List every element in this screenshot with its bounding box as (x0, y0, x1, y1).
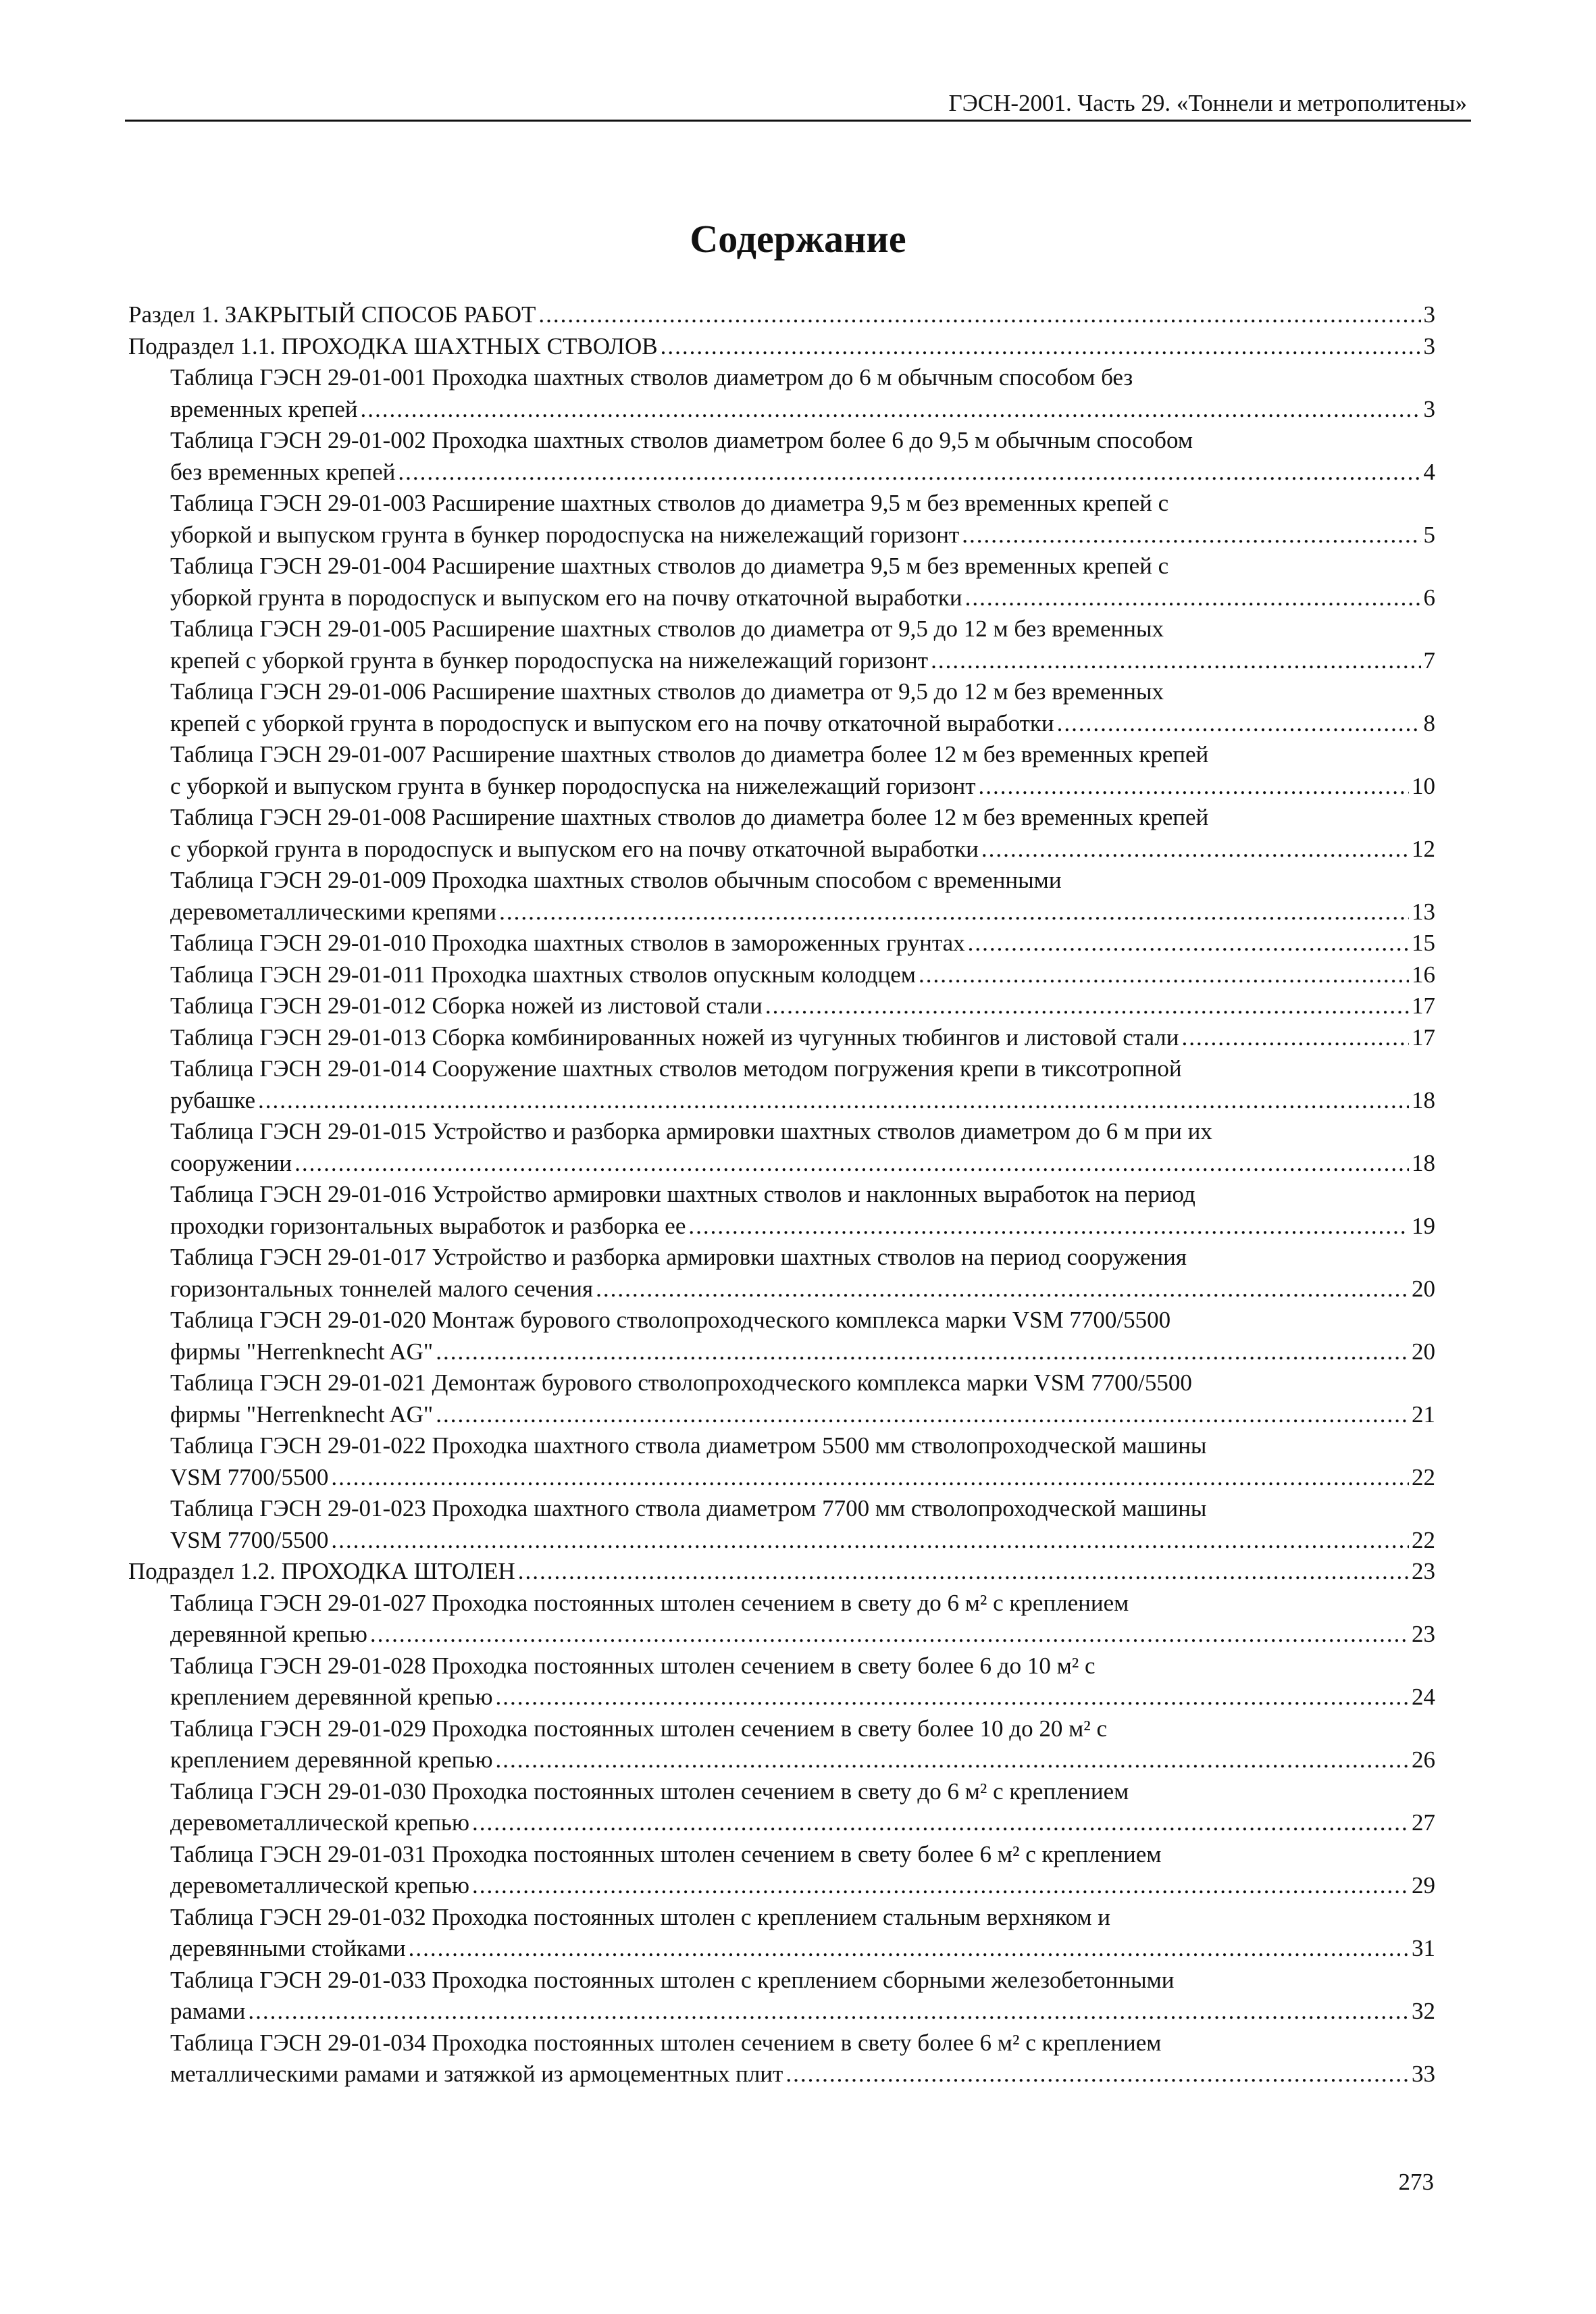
toc-page-number: 22 (1412, 1463, 1435, 1490)
dot-leader (331, 1525, 1409, 1557)
toc-entry[interactable] (128, 1305, 1435, 1367)
toc-entry-text: крепей с уборкой грунта в породоспуск и выпуском его на почву откаточной выработки (170, 709, 1054, 736)
toc-page-number: 33 (1412, 2061, 1435, 2087)
dot-leader (965, 582, 1421, 614)
running-header: ГЭСН-2001. Часть 29. «Тоннели и метрополитены» (125, 86, 1471, 122)
toc-entry[interactable] (128, 331, 1435, 363)
toc-page-number: 4 (1423, 458, 1435, 485)
toc-page-number: 20 (1412, 1338, 1435, 1365)
toc-entry[interactable] (128, 802, 1435, 865)
dot-leader (436, 1399, 1409, 1431)
toc-entry-text: деревометаллическими крепями (170, 898, 497, 925)
toc-entry-text: Таблица ГЭСН 29-01-002 Проходка шахтных стволов диаметром более 6 до 9,5 м обычным способом (170, 427, 1193, 453)
dot-leader (499, 897, 1409, 928)
toc-entry-text: Таблица ГЭСН 29-01-030 Проходка постоянных штолен сечением в свету до 6 м² с креплением (170, 1778, 1129, 1805)
toc-entry[interactable] (128, 299, 1435, 331)
toc-entry[interactable] (128, 1430, 1435, 1493)
toc-entry-text: Таблица ГЭСН 29-01-023 Проходка шахтного ствола диаметром 7700 мм стволопроходческой машины (170, 1495, 1207, 1521)
toc-entry[interactable] (128, 1242, 1435, 1305)
toc-entry-text: горизонтальных тоннелей малого сечения (170, 1275, 594, 1302)
toc-entry-text: Таблица ГЭСН 29-01-007 Расширение шахтных стволов до диаметра более 12 м без временных крепей (170, 741, 1209, 768)
toc-page-number: 16 (1412, 961, 1435, 988)
toc-entry-text: Подраздел 1.1. ПРОХОДКА ШАХТНЫХ СТВОЛОВ (128, 332, 658, 359)
toc-entry-text: креплением деревянной крепью (170, 1746, 493, 1773)
toc-entry-text: деревометаллической крепью (170, 1872, 470, 1898)
toc-entry-text: Таблица ГЭСН 29-01-001 Проходка шахтных стволов диаметром до 6 м обычным способом без (170, 364, 1133, 391)
toc-entry[interactable] (128, 1902, 1435, 1965)
toc-page-number: 3 (1423, 301, 1435, 328)
toc-entry[interactable] (128, 959, 1435, 991)
toc-entry-text: VSM 7700/5500 (170, 1526, 329, 1553)
toc-page-number: 6 (1423, 584, 1435, 611)
toc-entry-text: Таблица ГЭСН 29-01-011 Проходка шахтных стволов опускным колодцем (170, 961, 916, 988)
toc-entry[interactable] (128, 1179, 1435, 1242)
toc-page-number: 27 (1412, 1809, 1435, 1836)
toc-entry-text: VSM 7700/5500 (170, 1463, 329, 1490)
toc-entry-text: Таблица ГЭСН 29-01-020 Монтаж бурового стволопроходческого комплекса марки VSM 7700/5500 (170, 1307, 1171, 1333)
dot-leader (765, 990, 1409, 1022)
toc-page-number: 12 (1412, 835, 1435, 862)
dot-leader (331, 1462, 1409, 1494)
table-of-contents (128, 299, 1435, 2090)
toc-page-number: 31 (1412, 1935, 1435, 1961)
dot-leader (538, 299, 1420, 331)
toc-entry-text: Таблица ГЭСН 29-01-012 Сборка ножей из листовой стали (170, 992, 763, 1019)
toc-entry-text: Раздел 1. ЗАКРЫТЫЙ СПОСОБ РАБОТ (128, 301, 536, 328)
toc-entry[interactable] (128, 1493, 1435, 1556)
toc-entry[interactable] (128, 613, 1435, 676)
toc-page-number: 26 (1412, 1746, 1435, 1773)
dot-leader (496, 1744, 1409, 1776)
toc-entry[interactable] (128, 1022, 1435, 1054)
toc-entry-text: Таблица ГЭСН 29-01-028 Проходка постоянных штолен сечением в свету более 6 до 10 м² с (170, 1652, 1096, 1679)
toc-entry-text: Таблица ГЭСН 29-01-013 Сборка комбинированных ножей из чугунных тюбингов и листовой стали (170, 1024, 1179, 1051)
toc-entry-text: Таблица ГЭСН 29-01-010 Проходка шахтных стволов в замороженных грунтах (170, 930, 965, 956)
dot-leader (398, 457, 1420, 488)
toc-entry[interactable] (128, 1965, 1435, 2028)
toc-page-number: 3 (1423, 332, 1435, 359)
toc-entry-text: Таблица ГЭСН 29-01-017 Устройство и разборка армировки шахтных стволов на период сооружения (170, 1244, 1187, 1270)
dot-leader (962, 520, 1420, 551)
toc-entry[interactable] (128, 928, 1435, 959)
dot-leader (786, 2059, 1409, 2090)
dot-leader (979, 771, 1409, 803)
toc-page-number: 17 (1412, 992, 1435, 1019)
toc-entry[interactable] (128, 2028, 1435, 2090)
toc-entry-text: фирмы "Herrenknecht AG" (170, 1401, 434, 1428)
dot-leader (472, 1870, 1409, 1902)
toc-entry-text: деревянной крепью (170, 1621, 367, 1647)
dot-leader (596, 1274, 1409, 1305)
toc-entry-text: рубашке (170, 1086, 256, 1113)
toc-page-number: 8 (1423, 709, 1435, 736)
toc-page-number: 7 (1423, 647, 1435, 674)
toc-entry-text: деревометаллической крепью (170, 1809, 470, 1836)
dot-leader (472, 1807, 1409, 1839)
toc-entry-text: проходки горизонтальных выработок и разборка ее (170, 1212, 686, 1239)
dot-leader (294, 1148, 1409, 1180)
toc-page-number: 5 (1423, 521, 1435, 548)
toc-entry-text: уборкой грунта в породоспуск и выпуском его на почву откаточной выработки (170, 584, 962, 611)
toc-entry[interactable] (128, 1776, 1435, 1839)
toc-page-number: 21 (1412, 1401, 1435, 1428)
toc-entry-text: Подраздел 1.2. ПРОХОДКА ШТОЛЕН (128, 1558, 515, 1584)
toc-entry[interactable] (128, 551, 1435, 613)
toc-page-number: 13 (1412, 898, 1435, 925)
toc-entry-text: Таблица ГЭСН 29-01-015 Устройство и разборка армировки шахтных стволов диаметром до 6 м при их (170, 1118, 1212, 1145)
toc-page-number: 23 (1412, 1558, 1435, 1584)
toc-entry-text: Таблица ГЭСН 29-01-022 Проходка шахтного ствола диаметром 5500 мм стволопроходческой машины (170, 1432, 1207, 1459)
dot-leader (931, 645, 1420, 677)
dot-leader (1057, 708, 1421, 740)
toc-page-number: 29 (1412, 1872, 1435, 1898)
toc-page-number: 17 (1412, 1024, 1435, 1051)
dot-leader (688, 1211, 1409, 1242)
toc-page-number: 23 (1412, 1621, 1435, 1647)
toc-entry[interactable] (128, 1556, 1435, 1588)
toc-entry[interactable] (128, 1651, 1435, 1713)
toc-page-number: 15 (1412, 930, 1435, 956)
toc-page-number: 20 (1412, 1275, 1435, 1302)
toc-entry[interactable] (128, 425, 1435, 488)
toc-entry-text: Таблица ГЭСН 29-01-009 Проходка шахтных стволов обычным способом с временными (170, 867, 1062, 893)
toc-page-number: 32 (1412, 1998, 1435, 2024)
toc-entry-text: Таблица ГЭСН 29-01-005 Расширение шахтных стволов до диаметра от 9,5 до 12 м без временных (170, 615, 1164, 642)
toc-entry[interactable] (128, 1116, 1435, 1179)
dot-leader (436, 1336, 1409, 1368)
dot-leader (409, 1933, 1409, 1965)
toc-entry-text: с уборкой и выпуском грунта в бункер породоспуска на нижележащий горизонт (170, 772, 976, 799)
toc-page-number: 3 (1423, 395, 1435, 422)
dot-leader (968, 928, 1409, 959)
toc-entry-text: Таблица ГЭСН 29-01-004 Расширение шахтных стволов до диаметра 9,5 м без временных крепей с (170, 553, 1169, 579)
dot-leader (361, 394, 1421, 426)
dot-leader (661, 331, 1421, 363)
toc-entry-text: сооружении (170, 1149, 292, 1176)
toc-entry-text: уборкой и выпуском грунта в бункер породоспуска на нижележащий горизонт (170, 521, 960, 548)
toc-entry-text: Таблица ГЭСН 29-01-021 Демонтаж бурового стволопроходческого комплекса марки VSM 7700/5500 (170, 1369, 1192, 1396)
toc-page-number: 19 (1412, 1212, 1435, 1239)
toc-entry-text: крепей с уборкой грунта в бункер породоспуска на нижележащий горизонт (170, 647, 929, 674)
dot-leader (919, 959, 1409, 991)
page-number: 273 (1398, 2169, 1434, 2195)
toc-entry-text: Таблица ГЭСН 29-01-016 Устройство армировки шахтных стволов и наклонных выработок на период (170, 1181, 1195, 1207)
toc-entry[interactable] (128, 739, 1435, 802)
toc-entry[interactable] (128, 1053, 1435, 1116)
toc-entry-text: рамами (170, 1998, 246, 2024)
toc-entry[interactable] (128, 362, 1435, 425)
toc-entry-text: деревянными стойками (170, 1935, 406, 1961)
toc-entry-text: Таблица ГЭСН 29-01-006 Расширение шахтных стволов до диаметра от 9,5 до 12 м без временных (170, 678, 1164, 705)
dot-leader (370, 1619, 1409, 1651)
toc-page-number: 22 (1412, 1526, 1435, 1553)
dot-leader (248, 1996, 1409, 2028)
toc-entry-text: металлическими рамами и затяжкой из армоцементных плит (170, 2061, 783, 2087)
toc-entry-text: без временных крепей (170, 458, 396, 485)
page-title: Содержание (690, 217, 906, 261)
toc-entry-text: с уборкой грунта в породоспуск и выпуском его на почву откаточной выработки (170, 835, 979, 862)
toc-entry-text: временных крепей (170, 395, 358, 422)
toc-entry-text: Таблица ГЭСН 29-01-003 Расширение шахтных стволов до диаметра 9,5 м без временных крепей с (170, 490, 1169, 516)
toc-page-number: 24 (1412, 1684, 1435, 1710)
dot-leader (496, 1682, 1409, 1713)
toc-entry-text: Таблица ГЭСН 29-01-034 Проходка постоянных штолен сечением в свету более 6 м² с креплением (170, 2029, 1162, 2056)
toc-entry-text: Таблица ГЭСН 29-01-029 Проходка постоянных штолен сечением в свету более 10 до 20 м² с (170, 1715, 1108, 1742)
toc-entry[interactable] (128, 1588, 1435, 1651)
toc-entry[interactable] (128, 488, 1435, 551)
toc-entry-text: Таблица ГЭСН 29-01-032 Проходка постоянных штолен с креплением стальным верхняком и (170, 1903, 1111, 1930)
toc-entry-text: Таблица ГЭСН 29-01-014 Сооружение шахтных стволов методом погружения крепи в тиксотропной (170, 1055, 1182, 1082)
dot-leader (981, 834, 1409, 865)
dot-leader (518, 1556, 1409, 1588)
toc-page-number: 18 (1412, 1086, 1435, 1113)
toc-entry[interactable] (128, 990, 1435, 1022)
toc-entry-text: фирмы "Herrenknecht AG" (170, 1338, 434, 1365)
toc-entry-text: Таблица ГЭСН 29-01-031 Проходка постоянных штолен сечением в свету более 6 м² с креплением (170, 1840, 1162, 1867)
toc-entry[interactable] (128, 865, 1435, 928)
toc-entry-text: Таблица ГЭСН 29-01-033 Проходка постоянных штолен с креплением сборными железобетонными (170, 1966, 1175, 1993)
toc-entry[interactable] (128, 1713, 1435, 1776)
toc-page-number: 10 (1412, 772, 1435, 799)
toc-entry-text: креплением деревянной крепью (170, 1684, 493, 1710)
toc-entry[interactable] (128, 676, 1435, 739)
toc-entry[interactable] (128, 1839, 1435, 1902)
toc-entry[interactable] (128, 1367, 1435, 1430)
dot-leader (258, 1085, 1409, 1117)
toc-page-number: 18 (1412, 1149, 1435, 1176)
toc-entry-text: Таблица ГЭСН 29-01-027 Проходка постоянных штолен сечением в свету до 6 м² с креплением (170, 1589, 1129, 1616)
toc-entry-text: Таблица ГЭСН 29-01-008 Расширение шахтных стволов до диаметра более 12 м без временных крепей (170, 804, 1209, 830)
dot-leader (1182, 1022, 1410, 1054)
